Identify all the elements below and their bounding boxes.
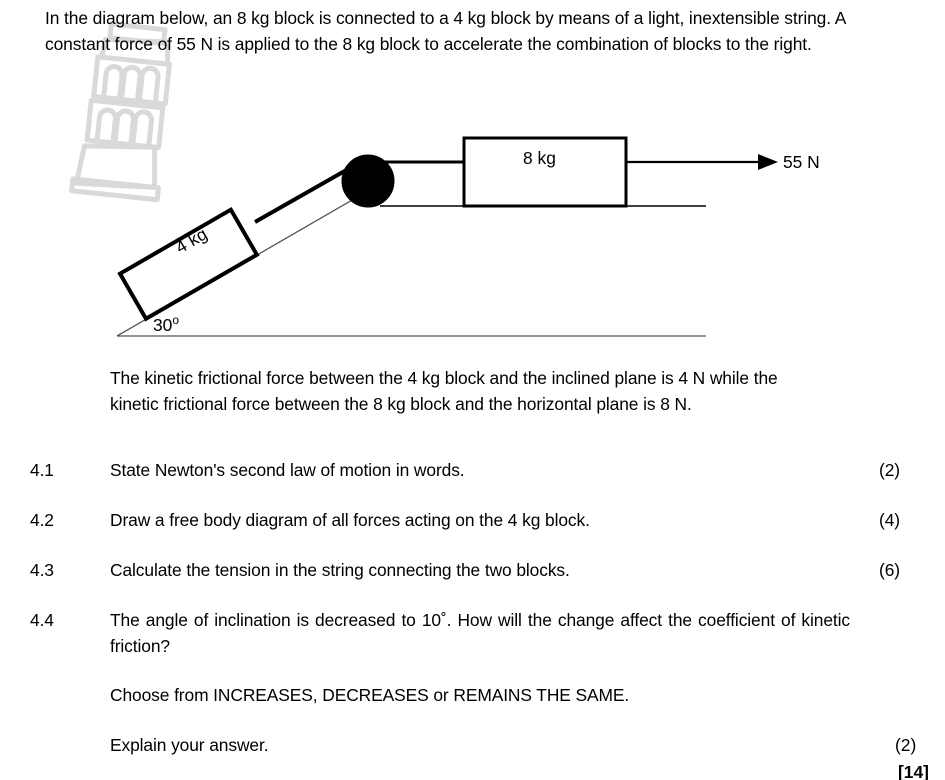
question-4-4-marks: (2) [895, 735, 917, 755]
question-number-4-1: 4.1 [30, 460, 54, 480]
incline-angle-value: 30 [153, 314, 173, 335]
question-text-4-4: The angle of inclination is decreased to 10˚. How will the change affect the coefficient of kinetic friction? [110, 610, 850, 656]
question-number-4-4: 4.4 [30, 610, 54, 630]
question-number-4-2: 4.2 [30, 510, 54, 530]
incline-angle-label [153, 313, 179, 336]
question-marks-4-3: (6) [879, 560, 900, 580]
total-marks: [14] [898, 762, 929, 780]
intro-paragraph: In the diagram below, an 8 kg block is connected to a 4 kg block by means of a light, inextensible string. A constant force of 55 N is applied to the 8 kg block to accelerate the combination of blocks to the right. [45, 8, 846, 54]
pulley [342, 155, 394, 207]
question-number-4-3: 4.3 [30, 560, 54, 580]
degree-symbol: o [172, 313, 180, 327]
friction-paragraph: The kinetic frictional force between the 4 kg block and the inclined plane is 4 N while the kinetic frictional force between the 8 kg block and the horizontal plane is 8 N. [110, 368, 778, 414]
question-4-4-explain-line: Explain your answer. [110, 735, 269, 755]
question-text-4-2: Draw a free body diagram of all forces acting on the 4 kg block. [110, 510, 590, 530]
question-marks-4-2: (4) [879, 510, 900, 530]
block-4kg-label: 4 kg [172, 223, 211, 258]
physics-diagram [0, 70, 945, 355]
question-text-4-1: State Newton's second law of motion in words. [110, 460, 465, 480]
block-4kg [120, 210, 257, 319]
question-marks-4-1: (2) [879, 460, 900, 480]
question-text-4-3: Calculate the tension in the string connecting the two blocks. [110, 560, 570, 580]
block-8kg-label: 8 kg [523, 148, 556, 168]
applied-force-label: 55 N [783, 152, 820, 172]
question-4-4-choose-line: Choose from INCREASES, DECREASES or REMAINS THE SAME. [110, 685, 630, 705]
applied-force-arrow [626, 154, 778, 170]
